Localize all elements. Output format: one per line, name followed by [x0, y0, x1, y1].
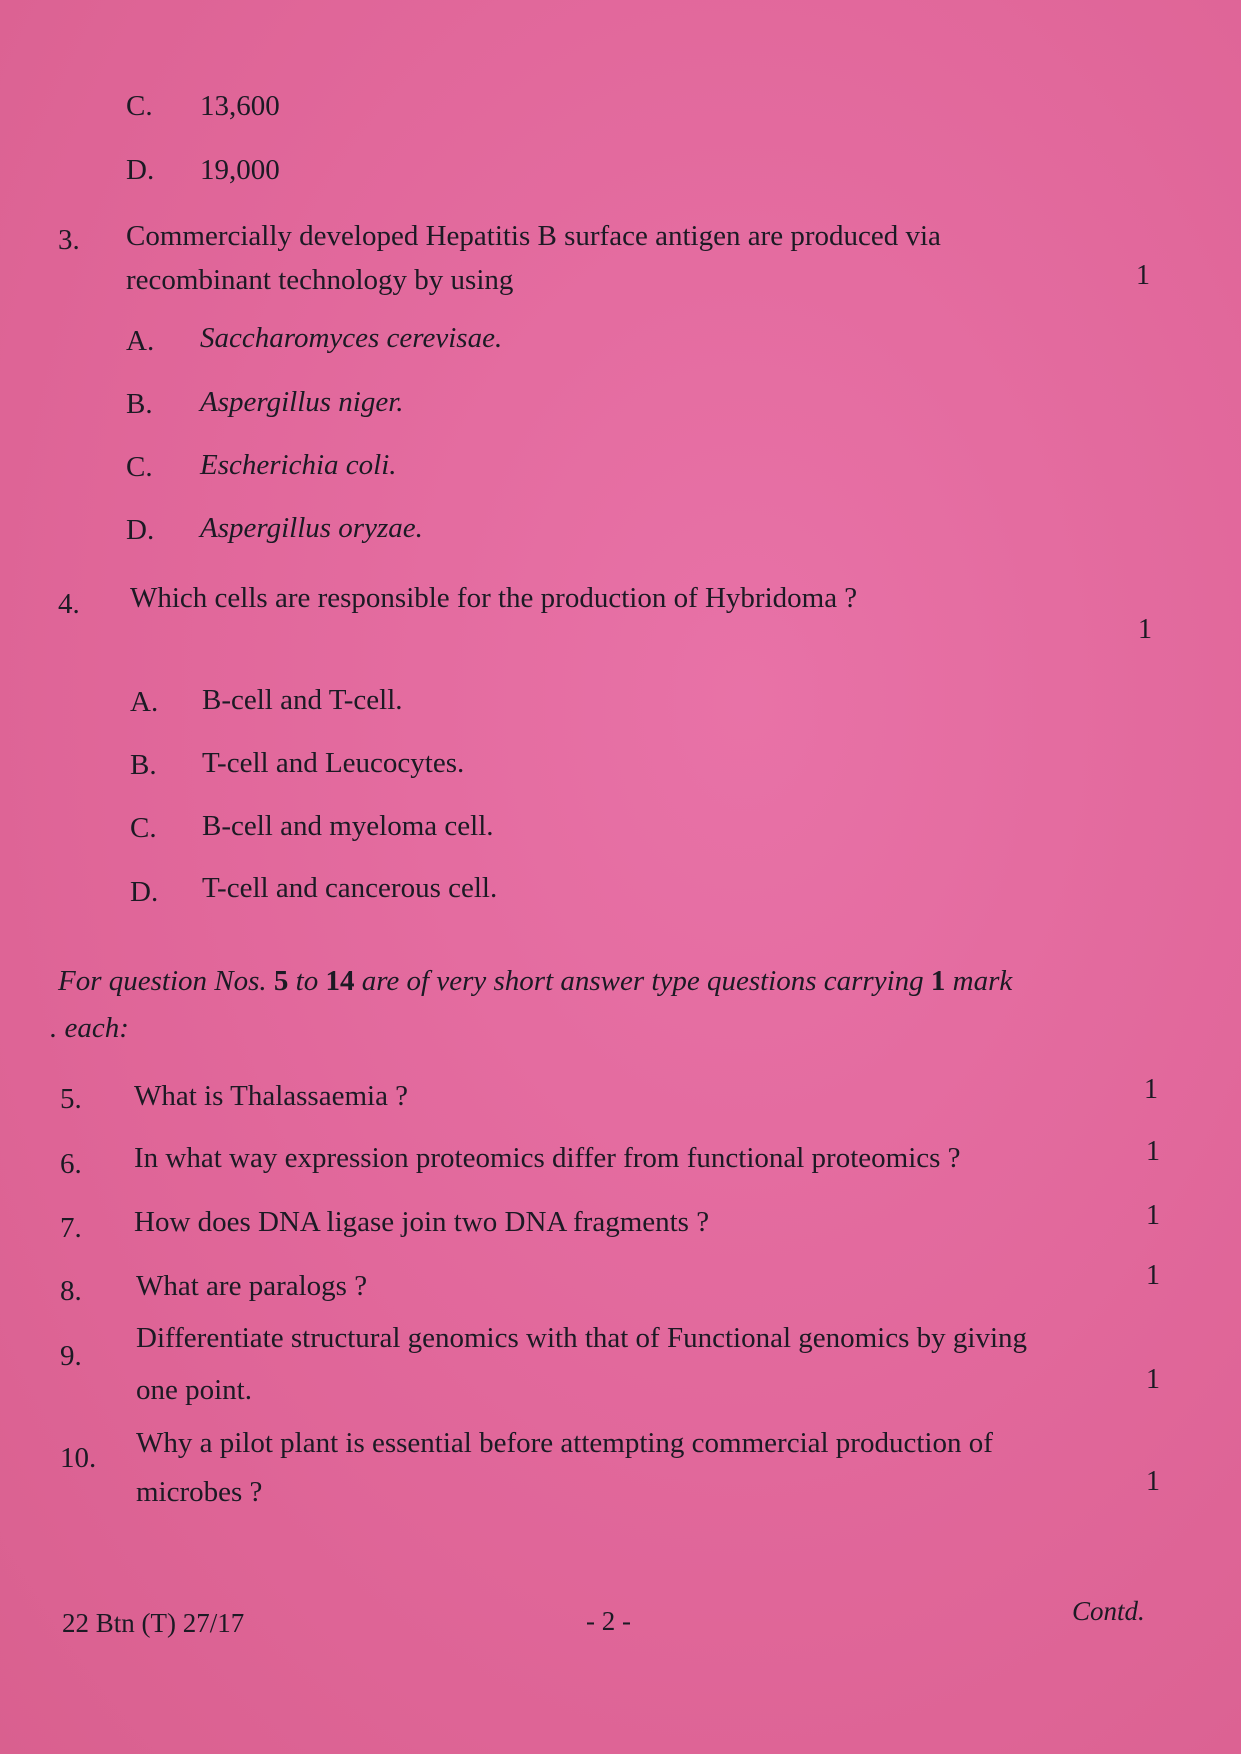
- q9-text-line2: one point.: [136, 1374, 252, 1406]
- q4-option-c-letter: C.: [130, 812, 157, 844]
- q8-text: What are paralogs ?: [136, 1270, 368, 1302]
- q4-option-a-text: B-cell and T-cell.: [202, 684, 403, 716]
- q3-option-c-letter: C.: [126, 451, 153, 483]
- q2-option-c-letter: C.: [126, 90, 153, 122]
- q10-text-line1: Why a pilot plant is essential before attempting commercial production of: [136, 1427, 993, 1459]
- q4-option-b-text: T-cell and Leucocytes.: [202, 747, 465, 779]
- q4-marks: 1: [1138, 614, 1152, 645]
- q3-number: 3.: [58, 224, 80, 256]
- q4-option-b-letter: B.: [130, 749, 157, 781]
- q5-marks: 1: [1144, 1074, 1158, 1105]
- q6-number: 6.: [60, 1148, 82, 1180]
- q5-text: What is Thalassaemia ?: [134, 1080, 409, 1112]
- q7-text: How does DNA ligase join two DNA fragments ?: [134, 1206, 710, 1238]
- q3-option-c-text: Escherichia coli.: [200, 449, 397, 481]
- q3-marks: 1: [1136, 260, 1150, 291]
- q4-option-c-text: B-cell and myeloma cell.: [202, 810, 494, 842]
- q8-number: 8.: [60, 1275, 82, 1307]
- q10-number: 10.: [60, 1442, 97, 1474]
- instruction-part1: For question Nos.: [58, 965, 274, 997]
- q10-marks: 1: [1146, 1466, 1160, 1497]
- q2-option-c-text: 13,600: [200, 90, 280, 122]
- q3-option-d-letter: D.: [126, 514, 155, 546]
- q10-text-line2: microbes ?: [136, 1476, 263, 1508]
- instruction-part3: are of very short answer type questions carrying: [354, 965, 931, 997]
- q3-option-a-text: Saccharomyces cerevisae.: [200, 322, 503, 354]
- instruction-to: 14: [325, 965, 355, 997]
- q4-number: 4.: [58, 588, 80, 620]
- instruction-part4: mark: [945, 965, 1013, 997]
- q3-text-line1: Commercially developed Hepatitis B surface antigen are produced via: [126, 220, 941, 252]
- q3-option-a-letter: A.: [126, 325, 155, 357]
- q5-number: 5.: [60, 1083, 82, 1115]
- footer-paper-code: 22 Btn (T) 27/17: [62, 1608, 245, 1638]
- q7-number: 7.: [60, 1212, 82, 1244]
- q4-option-d-letter: D.: [130, 876, 159, 908]
- q8-marks: 1: [1146, 1260, 1160, 1291]
- q7-marks: 1: [1146, 1200, 1160, 1231]
- footer-page-number: - 2 -: [586, 1606, 631, 1636]
- instruction-line2: . each:: [50, 1012, 129, 1044]
- q3-option-b-text: Aspergillus niger.: [200, 386, 404, 418]
- q4-option-d-text: T-cell and cancerous cell.: [202, 872, 498, 904]
- instruction-part2: to: [288, 965, 326, 997]
- q4-option-a-letter: A.: [130, 686, 159, 718]
- q6-text: In what way expression proteomics differ from functional proteomics ?: [134, 1142, 961, 1174]
- q2-option-d-text: 19,000: [200, 154, 280, 186]
- q3-option-d-text: Aspergillus oryzae.: [200, 512, 423, 544]
- q3-text-line2: recombinant technology by using: [126, 264, 514, 296]
- q6-marks: 1: [1146, 1136, 1160, 1167]
- q3-option-b-letter: B.: [126, 388, 153, 420]
- q9-number: 9.: [60, 1340, 82, 1372]
- instruction-from: 5: [273, 965, 289, 997]
- q9-text-line1: Differentiate structural genomics with that of Functional genomics by giving: [136, 1322, 1028, 1354]
- instruction-mark-value: 1: [930, 965, 946, 997]
- q9-marks: 1: [1146, 1364, 1160, 1395]
- q2-option-d-letter: D.: [126, 154, 155, 186]
- section-instruction: [58, 963, 1012, 999]
- footer-contd: Contd.: [1072, 1596, 1145, 1626]
- q4-text: Which cells are responsible for the production of Hybridoma ?: [130, 582, 858, 614]
